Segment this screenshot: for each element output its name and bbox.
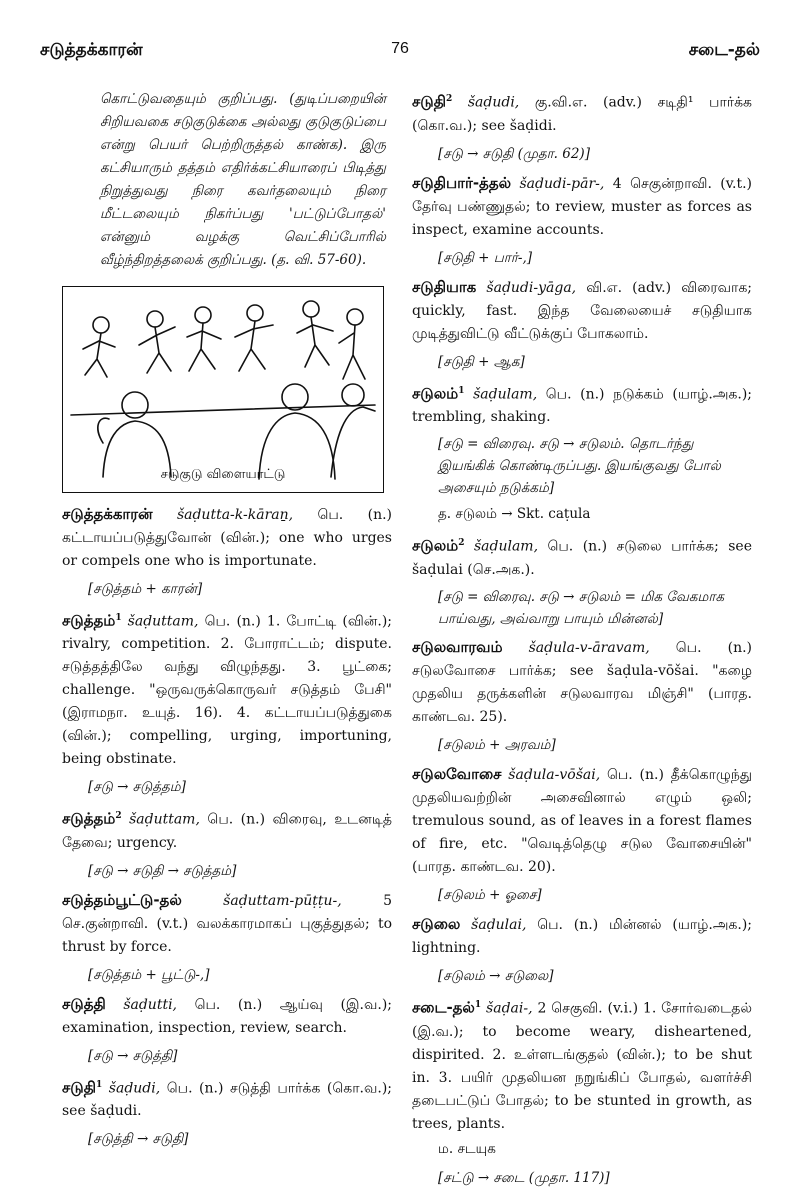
player-figure	[339, 325, 365, 379]
transliteration: šaḍulam,	[473, 386, 538, 403]
transliteration: šaḍudi-pār-,	[519, 175, 605, 192]
transliteration: šaḍudi,	[467, 94, 520, 111]
etymology: [சடுதி + பார்-,]	[438, 249, 533, 266]
headword: சடுலம்	[412, 384, 459, 403]
etymology: [சடு → சடுத்தி]	[88, 1047, 178, 1064]
headword: சடுதிபார்-த்தல்	[412, 173, 512, 192]
etymology: [சடுத்தம் + காரன்]	[88, 580, 203, 597]
player-figure	[187, 323, 221, 371]
transliteration: šaḍai-,	[486, 1000, 533, 1017]
right-column	[412, 88, 752, 1196]
homonym-number: 2	[445, 94, 453, 104]
cognate: ம. சடயுக	[438, 1140, 496, 1157]
headword: சடுதி	[412, 92, 446, 111]
etymology: [சடுலம் + ஓசை]	[438, 886, 542, 903]
headword: சடை-தல்	[412, 998, 475, 1017]
dictionary-entry	[62, 607, 392, 800]
etymology-note: [சடு = விரைவு. சடு → சடுலம் = மிக வேகமாக பாய்வது, அவ்வாறு பாயும் மின்னல்]	[438, 588, 725, 627]
headword: சடுத்தம்	[62, 809, 116, 828]
headword: சடுலை	[412, 914, 461, 933]
dictionary-entry	[412, 913, 752, 988]
definition: பெ. (n.) சடுலவோசை பார்க்க; see šaḍula-vōšai. "கழை முதலிய தருக்களின் சடுலவாரவ மிஞ்சி" (பாரத. காண்டவ. 25).	[412, 639, 753, 725]
headword: சடுத்தக்காரன்	[62, 504, 153, 523]
dictionary-entry	[412, 88, 752, 166]
dictionary-entry	[62, 889, 392, 987]
etymology: [சடுத்தம் + பூட்டு-,]	[88, 966, 210, 983]
player-figure	[303, 301, 319, 317]
homonym-number: 1	[115, 612, 122, 623]
headword: சடுத்தம்	[62, 611, 116, 630]
court-line	[71, 405, 375, 415]
foreground-player	[342, 384, 364, 406]
transliteration: šaḍulam,	[473, 538, 539, 555]
player-figure	[93, 317, 109, 333]
homonym-number: 2	[115, 811, 122, 822]
dictionary-entry	[62, 503, 392, 601]
transliteration: šaḍutta-k-kāraṉ,	[176, 506, 294, 523]
transliteration: šaḍutti,	[123, 996, 178, 1013]
page-number: 76	[391, 40, 409, 57]
definition: 4 செகுன்றாவி. (v.t.) தேர்வு பண்ணுதல்; to review, muster as forces as inspect, examine accounts.	[412, 175, 753, 238]
etymology: [சடு → சடுத்தம்]	[88, 779, 186, 796]
definition: பெ. (n.) ஆய்வு (இ.வ.); examination, inspection, review, search.	[62, 996, 393, 1036]
transliteration: šaḍudi,	[108, 1080, 161, 1097]
transliteration: šaḍulai,	[471, 916, 527, 933]
dictionary-entry	[62, 993, 392, 1068]
dictionary-entry	[62, 805, 392, 883]
player-figure	[235, 321, 273, 371]
foreground-player	[282, 384, 308, 410]
dictionary-entry	[412, 276, 752, 374]
dictionary-entry	[412, 636, 752, 757]
sadugudu-illustration	[63, 287, 383, 492]
dictionary-entry	[412, 172, 752, 270]
definition: பெ. (n.) 1. போட்டி (வின்.); rivalry, competition. 2. போராட்டம்; dispute. சடுத்தத்திலே வந்து விழுந்தது. 3. பூட்கை; challenge. "ஒருவருக்கொருவர் சடுத்தம் பேசி" (இராமநா. உயுத். 16). 4. கட்டாயப்படுத்துகை (வின்.); compelling, urging, importuning, being obstinate.	[62, 613, 393, 768]
headword: சடுலம்	[412, 536, 459, 555]
homonym-number: 1	[458, 385, 465, 396]
running-head-left: சடுத்தக்காரன்	[40, 40, 143, 60]
etymology: [சடு → சடுதி (முதா. 62)]	[438, 145, 590, 162]
headword: சடுதி	[62, 1078, 96, 1097]
dictionary-entry	[412, 994, 752, 1190]
transliteration: šaḍula-vōšai,	[508, 766, 601, 783]
definition: 2 செகுவி. (v.i.) 1. சோர்வடைதல் (இ.வ.); to become weary, disheartened, dispirited. 2. உள்ளடங்குதல் (வின்.); to be shut in. 3. பயிர் முதலியன நறுங்கிப் போதல், வளர்ச்சி தடைபட்டுப் போதல்; to be stunted in growth, as trees, plants.	[412, 1000, 753, 1132]
page-header	[40, 40, 760, 70]
dictionary-entry	[412, 380, 752, 527]
intro-paragraph: கொட்டுவதையும் குறிப்பது. (துடிப்பறையின் சிறியவகை சடுகுடுக்கை அல்லது குடுகுடுப்பை என்று பெயர் பெற்றிருத்தல் காண்க). இரு கட்சியாரும் தத்தம் எதிர்க்கட்சியாரைப் பிடித்து நிறுத்துவது நிரை கவர்தலையும் நிரை மீட்டலையும் நிகர்ப்பது 'பட்டுப்போதல்' என்னும் வழக்கு வெட்சிப்போரில் வீழ்ந்திறத்தலைக் குறிப்பது. (த. வி. 57-60).	[100, 91, 386, 268]
definition: 5 செ.குன்றாவி. (v.t.) வலக்காரமாகப் புகுத்துதல்; to thrust by force.	[62, 892, 393, 955]
player-figure	[147, 311, 163, 327]
headword: சடுதியாக	[412, 277, 477, 296]
dictionary-entry	[412, 532, 752, 630]
definition: கு.வி.எ. (adv.) சடிதி¹ பார்க்க (கொ.வ.); see šaḍidi.	[412, 94, 753, 134]
etymology: [சடுத்தி → சடுதி]	[88, 1131, 189, 1148]
transliteration: šaḍudi-yāga,	[486, 279, 577, 296]
player-figure	[347, 309, 363, 325]
definition: பெ. (n.) மின்னல் (யாழ்.அக.); lightning.	[412, 916, 753, 956]
transliteration: šaḍuttam,	[127, 613, 199, 630]
foreground-player	[98, 418, 109, 443]
headword: சடுத்தி	[62, 994, 106, 1013]
etymology: [சடு → சடுதி → சடுத்தம்]	[88, 862, 237, 879]
definition: பெ. (n.) கட்டாயப்படுத்துவோன் (வின்.); one who urges or compels one who is importunate.	[62, 506, 392, 569]
left-column	[62, 88, 392, 1157]
etymology: [சடுலம் + அரவம்]	[438, 736, 556, 753]
cognate: த. சடுலம் → Skt. caṭula	[438, 506, 591, 523]
player-figure	[195, 307, 211, 323]
headword: சடுலவாரவம்	[412, 637, 503, 656]
running-head-right: சடை-தல்	[688, 40, 760, 60]
player-figure	[83, 333, 115, 377]
headword: சடுத்தம்பூட்டு-தல்	[62, 890, 182, 909]
definition: பெ. (n.) சடுலை பார்க்க; see šaḍulai (செ.அக.).	[412, 538, 753, 578]
definition: பெ. (n.) விரைவு, உடனடித் தேவை; urgency.	[62, 811, 392, 851]
definition: பெ. (n.) தீக்கொழுந்து முதலியவற்றின் அசைவினால் எழும் ஒலி; tremulous sound, as of leaves in a forest flames of fire, etc. "வெடித்தெழு சடுல வோசையின்" (பாரத. காண்டவ. 20).	[412, 766, 753, 875]
player-figure	[247, 305, 263, 321]
dictionary-entry	[412, 763, 752, 907]
illustration-figure	[62, 286, 384, 493]
definition: பெ. (n.) நடுக்கம் (யாழ்.அக.); trembling, shaking.	[412, 386, 753, 426]
homonym-number: 1	[474, 999, 482, 1010]
dictionary-entry	[62, 1074, 392, 1152]
definition: வி.எ. (adv.) விரைவாக; quickly, fast. இந்த வேலையைச் சடுதியாக முடித்துவிட்டு வீட்டுக்குப் போகலாம்.	[412, 279, 753, 342]
headword: சடுலவோசை	[412, 764, 502, 783]
definition: பெ. (n.) சடுத்தி பார்க்க (கொ.வ.); see šaḍudi.	[62, 1080, 392, 1120]
player-figure	[139, 327, 175, 373]
etymology: [சட்டு → சடை (முதா. 117)]	[438, 1169, 610, 1186]
homonym-number: 1	[95, 1079, 103, 1090]
etymology-note: [சடு = விரைவு. சடு → சடுலம். தொடர்ந்து இயங்கிக் கொண்டிருப்பது. இயங்குவது போல் அசையும் நடுக்கம்]	[438, 436, 721, 497]
transliteration: šaḍuttam,	[129, 811, 200, 828]
homonym-number: 2	[458, 538, 465, 549]
etymology: [சடுலம் → சடுலை]	[438, 967, 554, 984]
transliteration: šaḍuttam-pūṭṭu-,	[223, 892, 342, 909]
transliteration: šaḍula-v-āravam,	[528, 639, 650, 656]
foreground-player	[122, 392, 148, 418]
player-figure	[297, 317, 333, 367]
etymology: [சடுதி + ஆக]	[438, 353, 525, 370]
figure-caption: சடுகுடு விளையாட்டு	[160, 466, 286, 482]
